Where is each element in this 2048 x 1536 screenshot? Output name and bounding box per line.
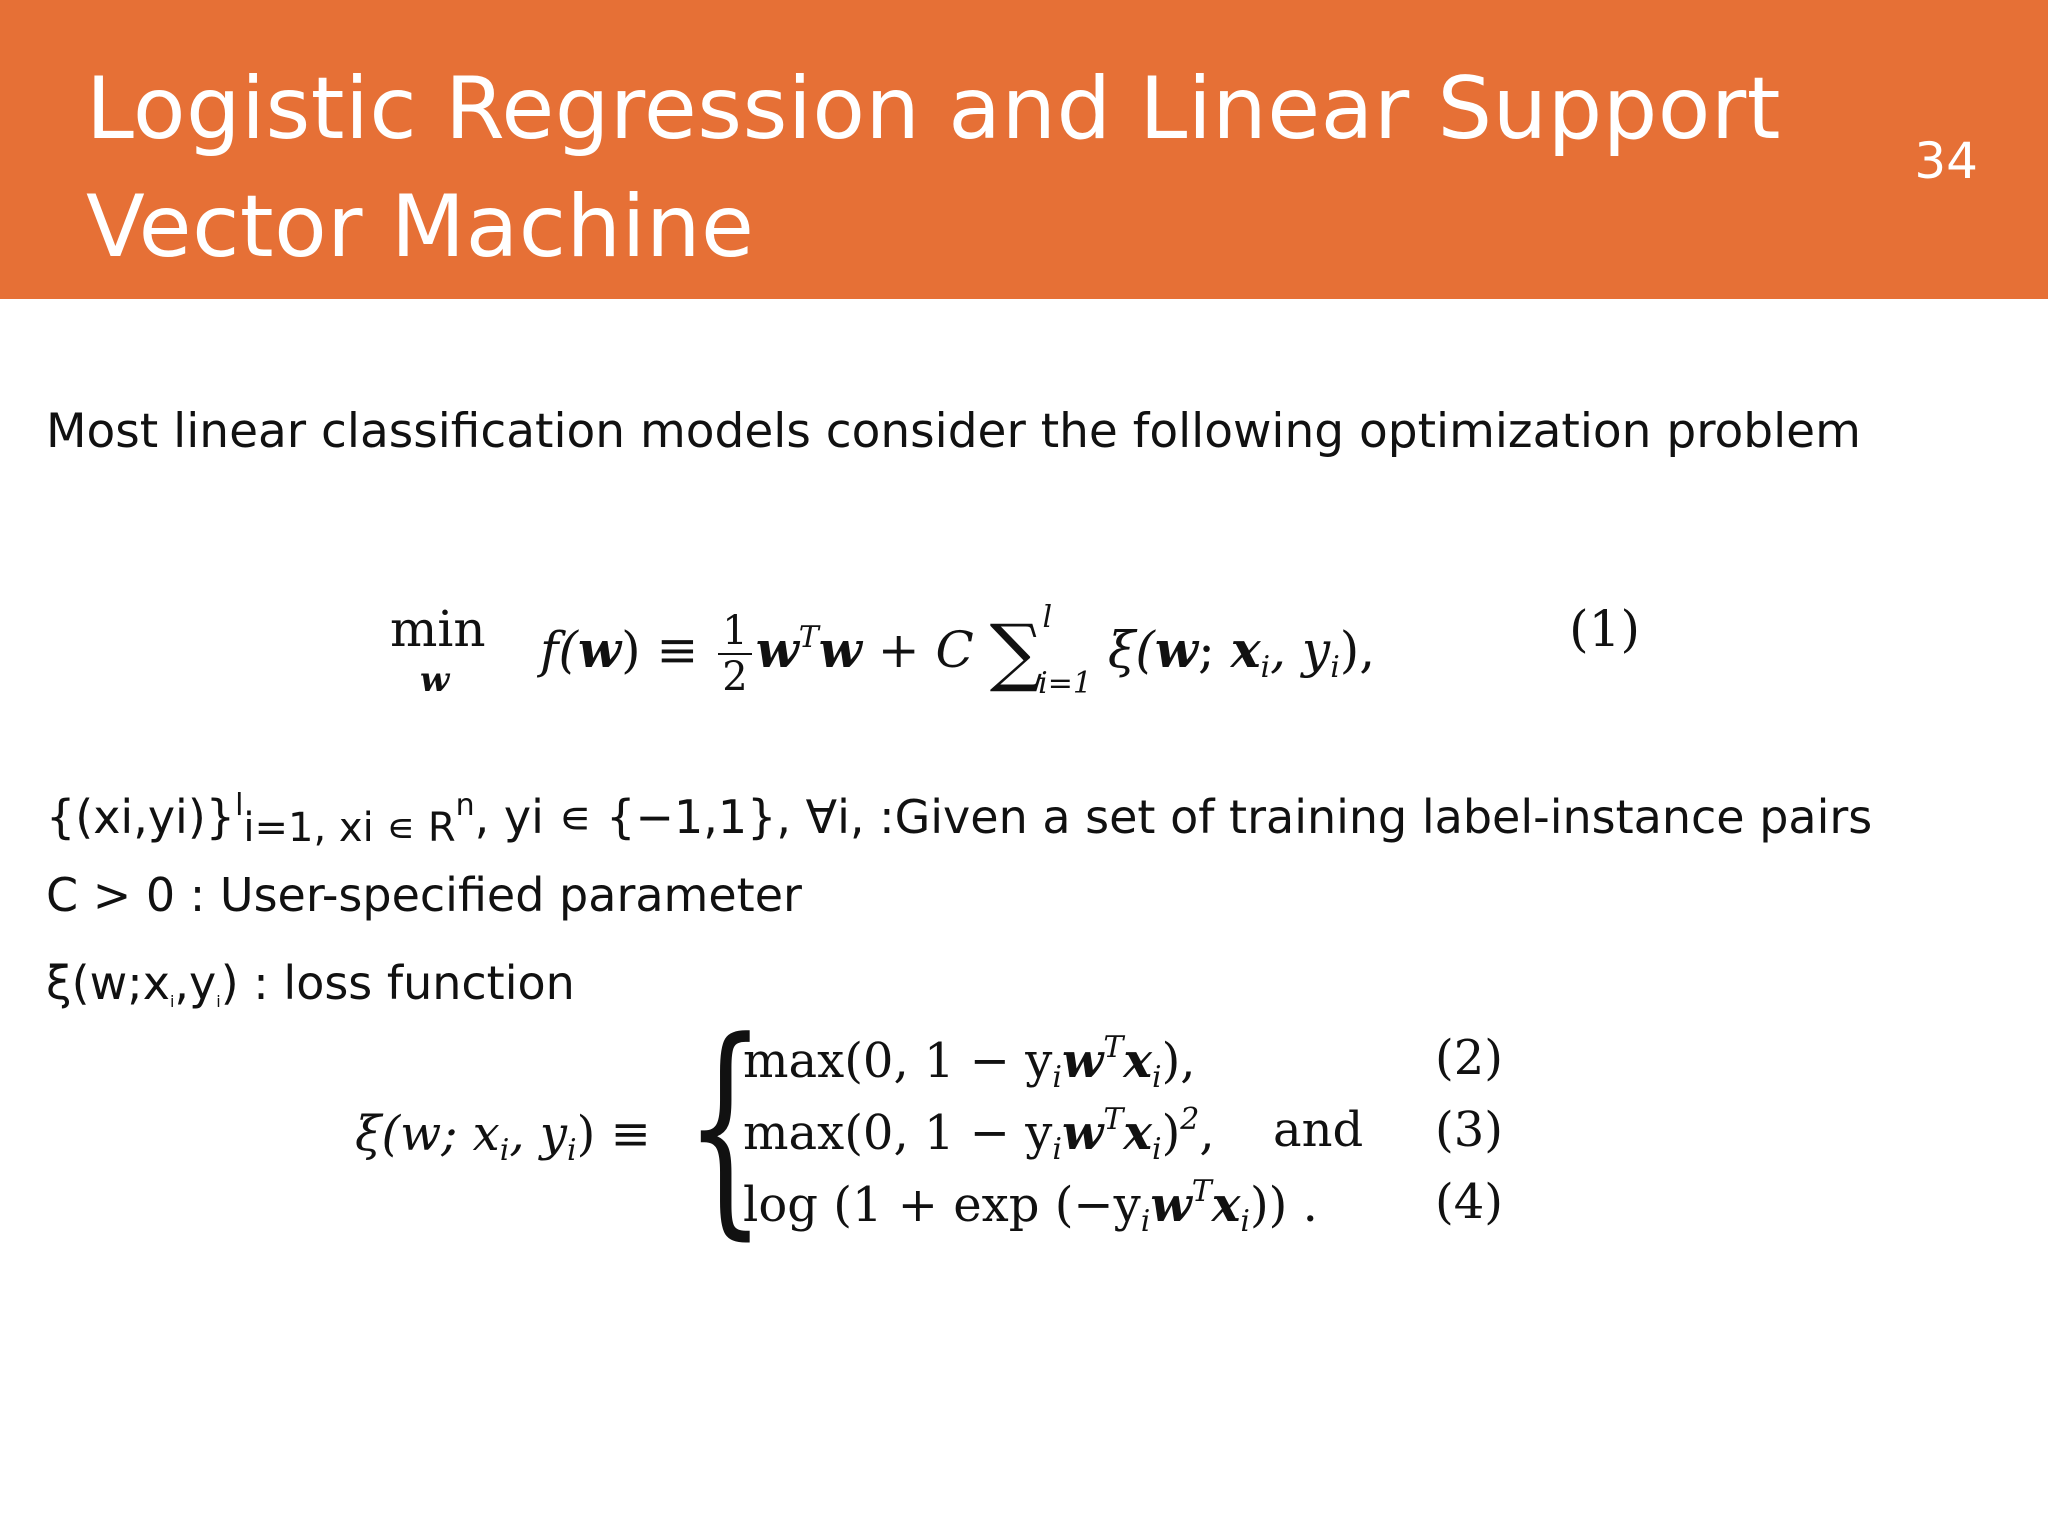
loss-x-sub: i bbox=[1260, 650, 1271, 685]
loss-close: ), bbox=[1339, 621, 1376, 679]
half-fraction bbox=[718, 609, 751, 699]
training-set: {(xi,yi)} bbox=[46, 790, 236, 844]
loss-w: w bbox=[1154, 620, 1198, 679]
equation-number-3: (3) bbox=[1435, 1102, 1503, 1158]
case3-transpose: T bbox=[1191, 1174, 1212, 1209]
w-symbol-2: w bbox=[818, 620, 862, 679]
loss-lhs bbox=[355, 1106, 651, 1168]
case3-w: w bbox=[1150, 1177, 1192, 1233]
case2-w: w bbox=[1061, 1105, 1104, 1161]
lhs-mid: , y bbox=[509, 1106, 567, 1162]
loss-function-line bbox=[46, 956, 575, 1011]
case2-square: 2 bbox=[1180, 1102, 1200, 1137]
given-description: , yi ∊ {−1,1}, ∀i, :Given a set of training label-instance pairs bbox=[474, 790, 1873, 844]
case2-head: max(0, 1 − y bbox=[743, 1105, 1053, 1161]
w-transpose: w bbox=[755, 620, 799, 679]
case2-sub-x: i bbox=[1151, 1132, 1162, 1167]
plus-c: + C bbox=[877, 621, 974, 679]
sum-lower-limit: i=1 bbox=[1038, 666, 1092, 701]
dimension-superscript: n bbox=[455, 788, 475, 823]
case1-end: ), bbox=[1161, 1033, 1196, 1089]
lhs-sub-2: i bbox=[567, 1133, 577, 1168]
cases-brace: { bbox=[685, 993, 766, 1260]
slide-title bbox=[86, 50, 1786, 286]
intro-text: Most linear classification models consider the following optimization problem bbox=[46, 404, 1861, 459]
fraction-denominator: 2 bbox=[722, 654, 748, 700]
case2-comma: , bbox=[1199, 1105, 1215, 1161]
lhs-head: ξ(w; x bbox=[355, 1106, 500, 1162]
min-operator: min bbox=[390, 600, 486, 658]
case2-end: ) bbox=[1161, 1105, 1181, 1161]
case1-x: x bbox=[1123, 1033, 1152, 1089]
min-variable: w bbox=[420, 660, 450, 700]
loss-prefix: ξ(w;x bbox=[46, 956, 170, 1010]
loss-y-sub: i bbox=[1330, 650, 1340, 685]
and-word: and bbox=[1273, 1102, 1364, 1158]
lhs-sub: i bbox=[499, 1133, 510, 1168]
case3-head: log (1 + exp (−y bbox=[743, 1177, 1141, 1233]
slide-header bbox=[0, 0, 2048, 299]
case1-transpose: T bbox=[1103, 1030, 1124, 1065]
w-symbol: w bbox=[578, 620, 622, 679]
c-parameter-line: C > 0 : User-specified parameter bbox=[46, 868, 802, 922]
objective-expression bbox=[540, 600, 1375, 701]
fraction-numerator: 1 bbox=[718, 609, 751, 655]
case3-end: )) . bbox=[1249, 1177, 1318, 1233]
title-line-2: Vector Machine bbox=[86, 177, 755, 277]
case3-x: x bbox=[1211, 1177, 1241, 1233]
case1-w: w bbox=[1061, 1033, 1104, 1089]
loss-semicolon: ; bbox=[1197, 621, 1215, 679]
case-logistic bbox=[743, 1174, 1318, 1239]
loss-x: x bbox=[1230, 620, 1261, 679]
case1-head: max(0, 1 − y bbox=[743, 1033, 1053, 1089]
case2-transpose: T bbox=[1103, 1102, 1124, 1137]
summation-sign: ∑ bbox=[989, 609, 1043, 695]
set-range: i=1, xi ∊ R bbox=[243, 805, 456, 851]
case3-sub-y: i bbox=[1140, 1204, 1151, 1239]
optimization-equation bbox=[390, 560, 1640, 710]
case1-sub-y: i bbox=[1052, 1060, 1062, 1095]
lhs-end: ) ≡ bbox=[576, 1106, 651, 1162]
title-line-1: Logistic Regression and Linear Support bbox=[86, 59, 1781, 159]
loss-suffix: ) : loss function bbox=[220, 956, 575, 1010]
slide-number: 34 bbox=[1914, 132, 1978, 190]
case1-sub-x: i bbox=[1151, 1060, 1162, 1095]
transpose-mark: T bbox=[798, 620, 819, 655]
loss-sub-1: i bbox=[169, 992, 175, 1011]
case-squared-hinge bbox=[743, 1102, 1215, 1167]
equation-number-4: (4) bbox=[1435, 1174, 1503, 1230]
set-superscript: l bbox=[235, 788, 244, 823]
case2-sub-y: i bbox=[1052, 1132, 1062, 1167]
case2-x: x bbox=[1123, 1105, 1152, 1161]
loss-mid: ,y bbox=[174, 956, 217, 1010]
equiv-symbol: ) ≡ bbox=[621, 621, 699, 679]
case3-sub-x: i bbox=[1240, 1204, 1250, 1239]
loss-definition-equation bbox=[355, 993, 1515, 1260]
f-symbol: f( bbox=[540, 621, 579, 679]
equation-number-1: (1) bbox=[1569, 600, 1640, 658]
loss-symbol: ξ( bbox=[1107, 621, 1155, 679]
sum-upper-limit: l bbox=[1042, 600, 1053, 635]
given-set-line bbox=[46, 788, 1872, 851]
case-hinge bbox=[743, 1030, 1196, 1095]
loss-sub-2: i bbox=[216, 992, 221, 1011]
loss-y: , y bbox=[1270, 621, 1331, 679]
equation-number-2: (2) bbox=[1435, 1030, 1503, 1086]
